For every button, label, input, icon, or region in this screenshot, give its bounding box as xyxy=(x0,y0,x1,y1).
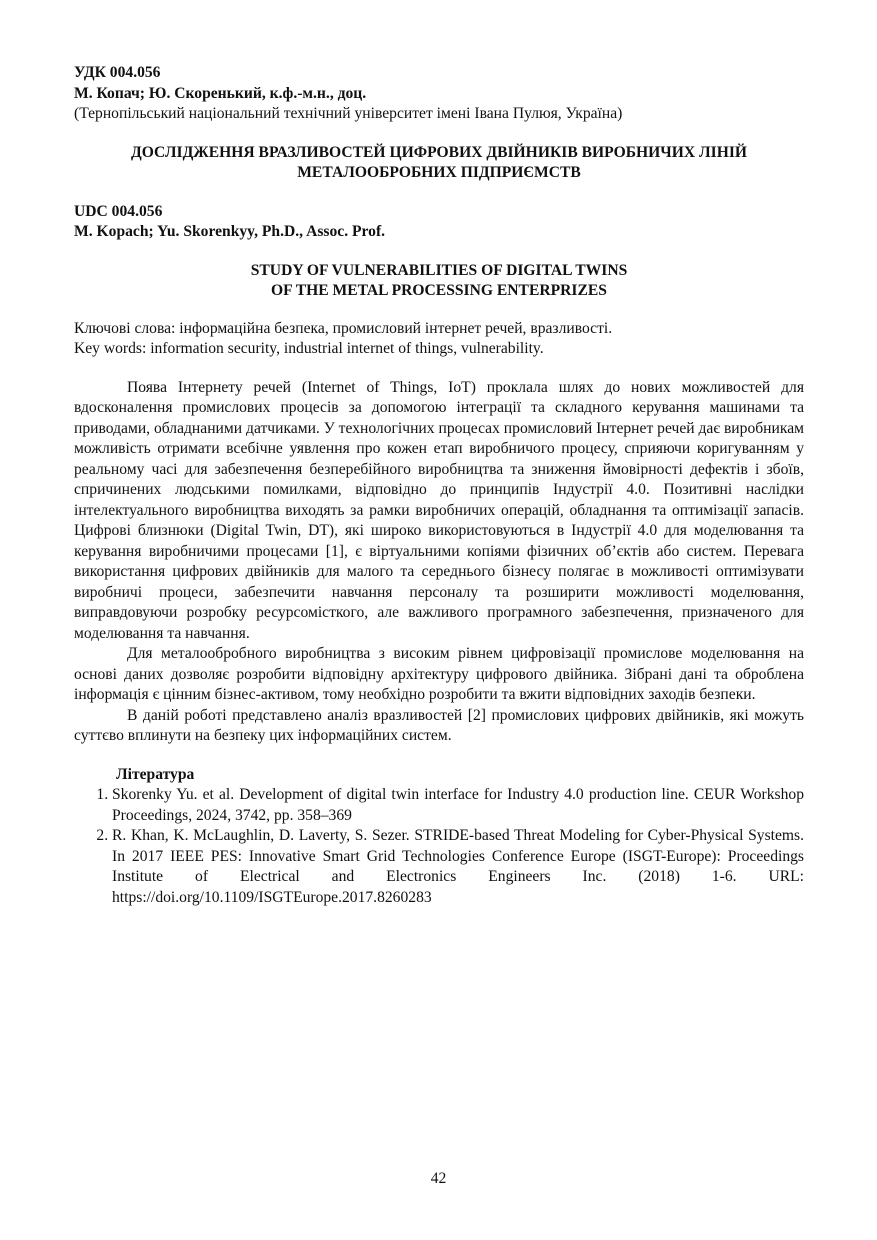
title-ua xyxy=(74,143,804,184)
authors-en: M. Kopach; Yu. Skorenkyy, Ph.D., Assoc. Prof. xyxy=(74,223,386,240)
title-ua-line1: ДОСЛІДЖЕННЯ ВРАЗЛИВОСТЕЙ ЦИФРОВИХ ДВІЙНИКІВ ВИРОБНИЧИХ ЛІНІЙ xyxy=(130,143,748,161)
references xyxy=(74,765,804,909)
title-ua-line2: МЕТАЛООБРОБНИХ ПІДПРИЄМСТВ xyxy=(297,164,581,181)
page-content xyxy=(74,63,804,908)
reference-item: 1. Skorenky Yu. et al. Development of digital twin interface for Industry 4.0 production line. CEUR Workshop Proceedings, 2024, 3742, pp. 358–369 xyxy=(112,785,804,826)
body-paragraph-3: В даній роботі представлено аналіз вразливостей [2] промислових цифрових двійників, які можуть суттєво вплинути на безпеку цих інформаційних систем. xyxy=(74,706,804,744)
title-en xyxy=(74,261,804,302)
body-paragraph-2: Для металообробного виробництва з високим рівнем цифровізації промислове моделювання на основі даних дозволяє розробити відповідну архітектуру цифрового двійника. Зібрані дані та оброблена інформація є цінним бізнес-активом, тому необхідно розробити та вжити відповідних заходів безпеки. xyxy=(74,645,804,703)
body-text xyxy=(74,378,804,747)
keywords xyxy=(74,319,804,360)
header-ua xyxy=(74,63,804,125)
affiliation-ua: (Тернопільський національний технічний університет імені Івана Пулюя, Україна) xyxy=(74,105,623,122)
body-paragraph-1: Поява Інтернету речей (Internet of Things, IoT) проклала шлях до нових можливостей для вдосконалення промислових процесів за допомогою інтеграції та складного керування машинами та приводами, обладнаними датчиками. У технологічних процесах промисловий Інтернет речей дає виробникам можливість отримати всебічне уявлення про кожен етап виробничого процесу, сприяючи коригуванням у реальному часі для забезпечення безперебійного виробництва та зниження ймовірності дефектів і збоїв, спричинених людськими помилками, відповідно до принципів Індустрії 4.0. Позитивні наслідки інтелектуального виробництва виходять за рамки виробничих операцій, обладнання та оптимізації запасів. Цифрові близнюки (Digital Twin, DT), які широко використовуються в Індустрії 4.0 для моделювання та керування виробничими процесами [1], є віртуальними копіями фізичних об’єктів або систем. Перевага використання цифрових двійників для малого та середнього бізнесу полягає в можливості оптимізувати виробничі процеси, забезпечити навчання персоналу та розширити можливості моделювання, виправдовуючи розробку ресурсомісткого, але важливого програмного забезпечення, призначеного для моделювання та навчання. xyxy=(74,378,804,642)
keywords-en: Key words: information security, industrial internet of things, vulnerability. xyxy=(74,340,544,357)
title-en-line2: OF THE METAL PROCESSING ENTERPRIZES xyxy=(271,282,607,299)
keywords-ua: Ключові слова: інформаційна безпека, промисловий інтернет речей, вразливості. xyxy=(74,319,613,337)
title-en-line1: STUDY OF VULNERABILITIES OF DIGITAL TWINS xyxy=(250,261,628,279)
references-list xyxy=(74,785,804,908)
page-number: 42 xyxy=(430,1170,447,1187)
authors-ua: М. Копач; Ю. Скоренький, к.ф.-м.н., доц. xyxy=(74,84,367,102)
udc-en: UDC 004.056 xyxy=(74,202,163,220)
header-en xyxy=(74,202,804,243)
udc-ua: УДК 004.056 xyxy=(74,64,161,81)
reference-item: 2. R. Khan, K. McLaughlin, D. Laverty, S. Sezer. STRIDE-based Threat Modeling for Cyber-Physical Systems. In 2017 IEEE PES: Innovative Smart Grid Technologies Conference Europe (ISGT-Europe): Proceedings Institute of Electrical and Electronics Engineers Inc. (2018) 1-6. URL: https://doi.org/10.1109/ISGTEurope.2017.8260283 xyxy=(112,826,804,908)
references-heading: Література xyxy=(116,765,195,783)
